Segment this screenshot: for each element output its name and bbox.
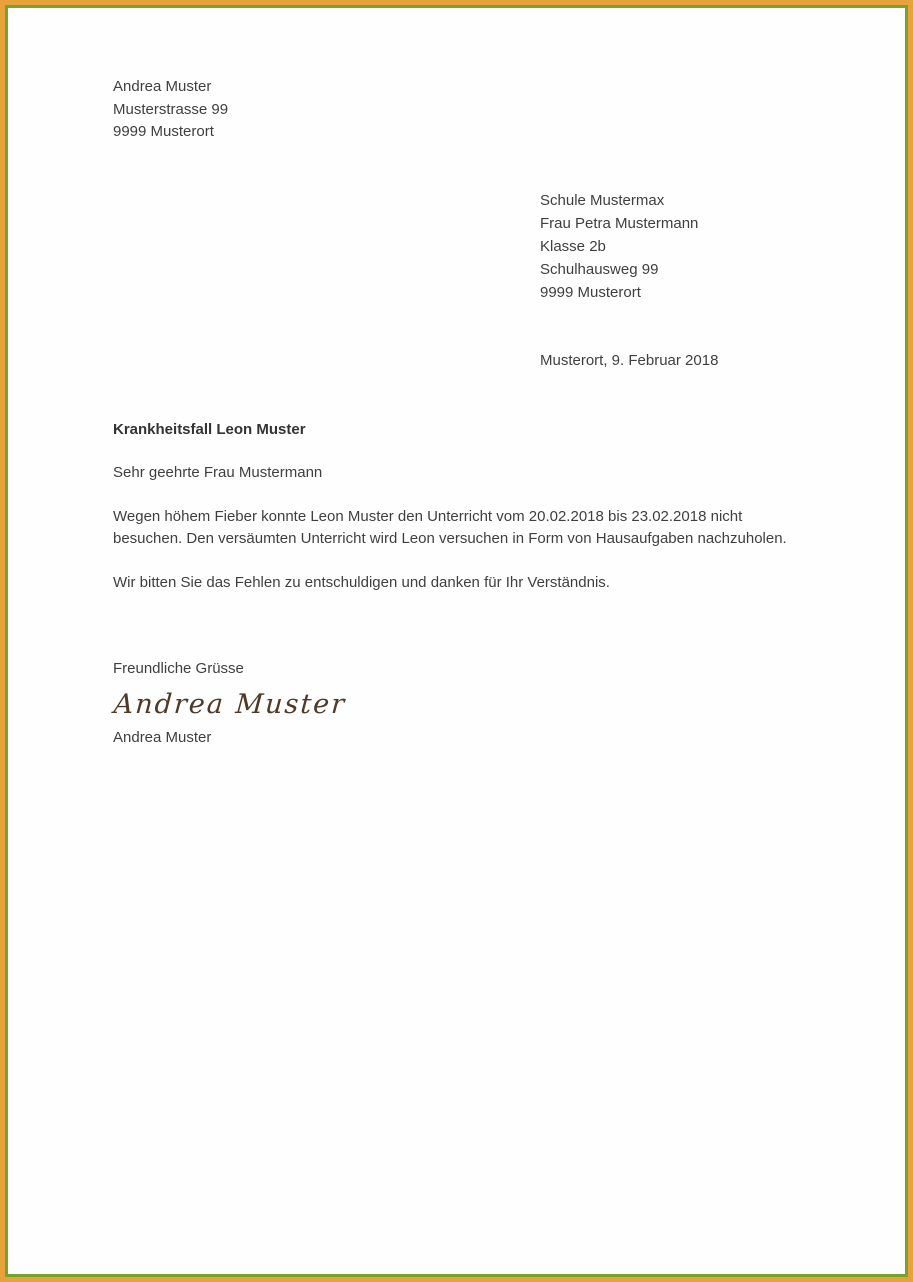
handwritten-signature: Andrea Muster [112,688,348,720]
letter-content [8,8,905,1274]
recipient-line: Frau Petra Mustermann [540,214,699,232]
sender-city: 9999 Musterort [113,123,214,140]
recipient-line: 9999 Musterort [540,283,641,301]
subject-line: Krankheitsfall Leon Muster [113,420,306,438]
date-line: Musterort, 9. Februar 2018 [540,351,719,369]
body-paragraph: Wegen höhem Fieber konnte Leon Muster den Unterricht vom 20.02.2018 bis 23.02.2018 nicht besuchen. Den versäumten Unterricht wird Leon versuchen in Form von Hausaufgaben nachzuholen. [113,507,787,547]
recipient-line: Schule Mustermax [540,191,665,209]
sender-address-block [113,76,800,144]
recipient-line: Schulhausweg 99 [540,260,659,278]
letter-page-inner-frame [5,5,908,1277]
sender-name: Andrea Muster [113,78,212,95]
signature-printed-name: Andrea Muster [113,728,212,746]
body-paragraph: Wir bitten Sie das Fehlen zu entschuldigen und danken für Ihr Verständnis. [113,573,610,591]
salutation: Sehr geehrte Frau Mustermann [113,463,323,481]
recipient-address-block [540,189,800,304]
recipient-line: Klasse 2b [540,237,606,255]
sender-street: Musterstrasse 99 [113,100,229,118]
closing-line: Freundliche Grüsse [113,659,244,677]
